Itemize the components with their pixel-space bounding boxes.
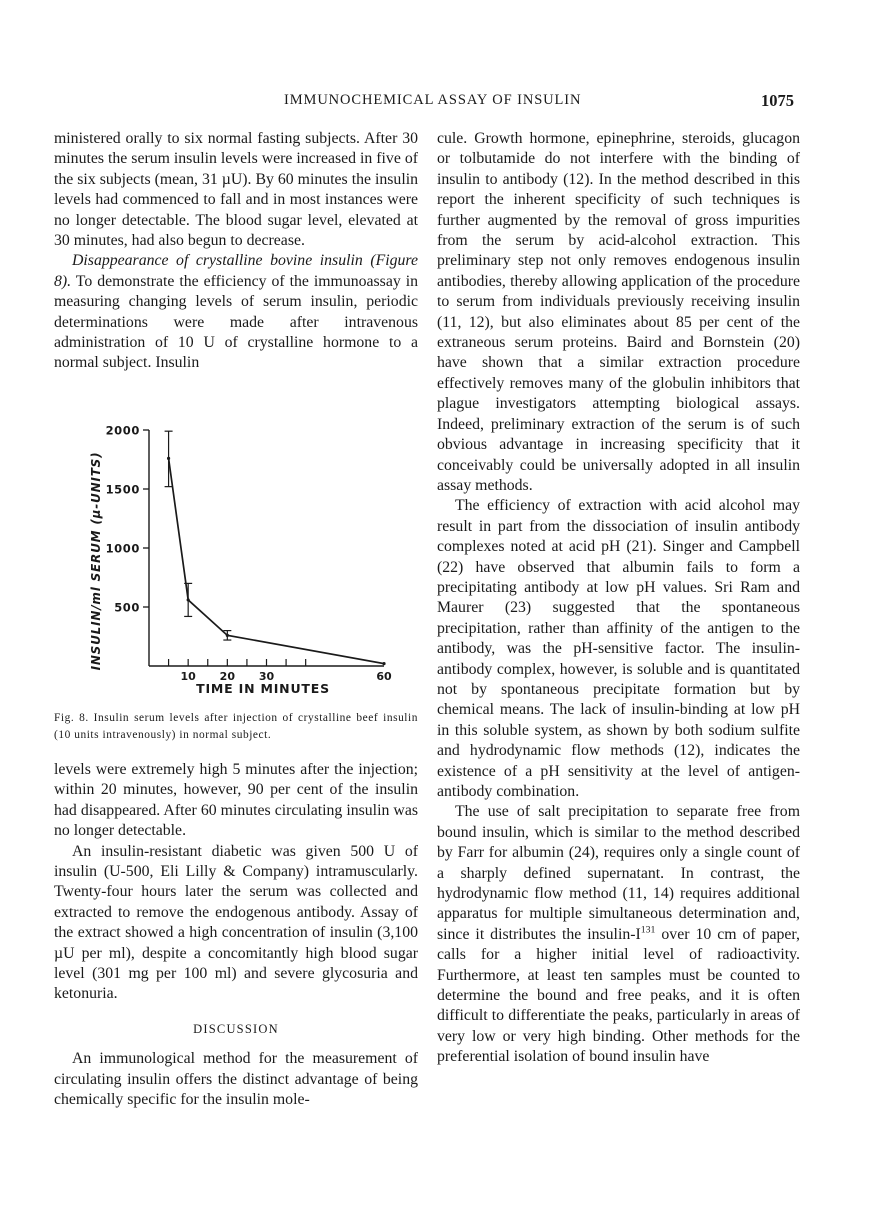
section-heading: DISCUSSION [193, 1021, 279, 1036]
series-line [169, 458, 384, 663]
y-tick-label: 2000 [105, 423, 140, 438]
data-point [226, 634, 229, 637]
body-paragraph: ministered orally to six normal fasting subjects. After 30 minutes the serum insulin levels were increased in five of the six subjects (mean, 31 µU). By 60 minutes the insulin levels had commenced to fall and in most instances were no longer detectable. The blood sugar level, elevated at 30 minutes, had also begun to decrease. [54, 130, 418, 250]
data-point [187, 598, 190, 601]
body-paragraph: levels were extremely high 5 minutes after the injection; within 20 minutes, however, 90 per cent of the insulin had disappeared. After 60 minutes circulating insulin was no longer detectable. [54, 761, 418, 840]
figure-caption: Fig. 8. Insulin serum levels after injection of crystalline beef insulin (10 units intravenously) in normal subject. [54, 712, 418, 741]
y-tick-label: 500 [114, 600, 140, 615]
body-paragraph [54, 251, 418, 373]
page-number: 1075 [761, 91, 794, 110]
data-series [165, 431, 386, 665]
x-tick-label: 30 [258, 670, 275, 683]
insulin-chart [60, 420, 420, 696]
figure-8 [60, 420, 420, 696]
x-tick-label: 10 [180, 670, 196, 683]
body-paragraph: An immunological method for the measurement of circulating insulin offers the distinct advantage of being chemically specific for the insulin mole- [54, 1050, 418, 1109]
y-tick-label: 1500 [105, 482, 140, 497]
y-ticks [106, 424, 149, 615]
body-paragraph: An insulin-resistant diabetic was given 500 U of insulin (U-500, Eli Lilly & Company) intramuscularly. Twenty-four hours later the serum was collected and extracted to remove the endogenous antibody. Assay of the extract showed a high concentration of insulin (3,100 µU per ml), despite a concomitantly high blood sugar level (301 mg per 100 ml) and severe glycosuria and ketonuria. [54, 842, 418, 1003]
paragraph-text: The use of salt precipitation to separate free from bound insulin, which is similar to the method described by Farr for albumin (24), requires only a single count of a sharply defined supernatant. In contrast, the hydrodynamic flow method (11, 14) requires additional apparatus for multiple simultaneous determination and, since it distributes the insulin-I [437, 803, 800, 943]
body-paragraph [437, 802, 800, 1067]
paragraph-text: To demonstrate the efficiency of the immunoassay in measuring changing levels of serum insulin, periodic determinations were made after intravenous administration of 10 U of crystalline hormone to a normal subject. Insulin [54, 272, 418, 372]
chart-axes [149, 430, 384, 666]
body-paragraph: The efficiency of extraction with acid alcohol may result in part from the dissociation of insulin antibody complexes noted at acid pH (21). Singer and Campbell (22) have observed that albumin fails to form a precipitating antibody at low pH values. Sri Ram and Maurer (23) suggested that the spontaneous precipitation, rather than affinity of the antigen to the antibody, was the pH-sensitive factor. The insulin-antibody complex, however, is soluble and is quantitated not by spontaneous precipitate formation but by chemical means. The lack of insulin-binding at low pH in this soluble system, as shown by both sodium sulfite and hydrodynamic flow methods (12), indicates the existence of a pH sensitivity at the level of antigen-antibody combination. [437, 497, 800, 800]
right-column [437, 129, 800, 1068]
y-axis-label: INSULIN/ml SERUM (µ-UNITS) [89, 451, 103, 671]
x-axis-label: TIME IN MINUTES [196, 681, 330, 696]
isotope-superscript: 131 [640, 924, 656, 936]
body-paragraph: cule. Growth hormone, epinephrine, steroids, glucagon or tolbutamide do not interfere with the binding of insulin to antibody (12). In the method described in this report the inherent specificity of such techniques is further augmented by the removal of gross impurities from the serum by acid-alcohol extraction. This preliminary step not only removes endogenous insulin antibodies, thereby allowing application of the procedure to serum from individuals previously receiving insulin (11, 12), but also eliminates about 85 per cent of the extraneous serum proteins. Baird and Bornstein (20) have shown that a similar extraction procedure effectively removes many of the globulin inhibitors that plague investigators attempting biological assays. Indeed, preliminary extraction of the serum is of such obvious advantage in increasing specificity that it conceivably could be universally adopted in all insulin assay methods. [437, 130, 800, 494]
left-column-bottom [54, 760, 418, 1111]
y-tick-label: 1000 [105, 541, 140, 556]
data-point [167, 457, 170, 460]
run-in-heading: Disappearance of crystalline bovine insulin (Figure 8). [54, 252, 418, 290]
x-tick-label: 20 [219, 670, 235, 683]
data-point [382, 662, 385, 665]
x-ticks [169, 659, 392, 683]
x-tick-label: 60 [376, 670, 392, 683]
running-head [0, 92, 890, 112]
running-head-title: IMMUNOCHEMICAL ASSAY OF INSULIN [284, 92, 582, 108]
left-column-top [54, 129, 418, 374]
paragraph-text: over 10 cm of paper, calls for a higher initial level of radioactivity. Furthermore, at least ten samples must be counted to determine the bound and free peaks, and it is often difficult to differentiate the peaks, particularly in areas of very low or very high binding. Other methods for the preferential isolation of bound insulin have [437, 925, 800, 1066]
